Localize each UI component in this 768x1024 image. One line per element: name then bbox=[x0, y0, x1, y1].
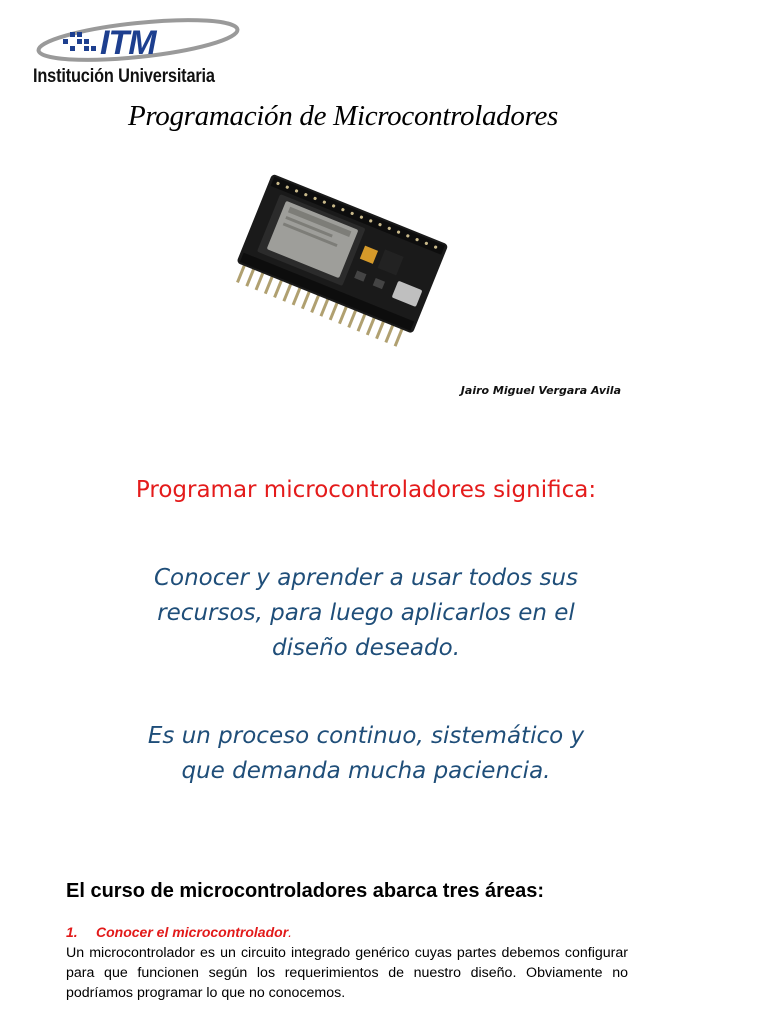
list-item-body: Un microcontrolador es un circuito integrado genérico cuyas partes debemos configurar para que funcionen según los requerimientos de nuestro diseño. Obviamente no podríamos programar lo que no conocemos. bbox=[66, 945, 628, 1001]
author-name: Jairo Miguel Vergara Avila bbox=[460, 384, 621, 397]
meaning-heading: Programar microcontroladores significa: bbox=[135, 477, 597, 503]
course-heading: El curso de microcontroladores abarca tres áreas: bbox=[66, 880, 544, 902]
institution-name: Institución Universitaria bbox=[33, 66, 215, 87]
definition-paragraph bbox=[0, 561, 732, 666]
list-item-title-text: Conocer el microcontrolador bbox=[96, 924, 289, 940]
process-line: Es un proceso continuo, sistemático y bbox=[147, 723, 585, 749]
list-item-title bbox=[66, 924, 292, 940]
list-item-number: 1. bbox=[66, 924, 78, 940]
list-item-title-suffix: . bbox=[288, 924, 293, 940]
document-title: Programación de Microcontroladores bbox=[127, 100, 559, 132]
definition-line: recursos, para luego aplicarlos en el bbox=[157, 600, 575, 626]
process-paragraph bbox=[0, 719, 732, 789]
definition-line: Conocer y aprender a usar todos sus bbox=[153, 565, 579, 591]
process-line: que demanda mucha paciencia. bbox=[181, 758, 551, 784]
logo-mark: ITM bbox=[100, 24, 156, 62]
definition-line: diseño deseado. bbox=[271, 635, 461, 661]
esp32-board-image bbox=[230, 168, 455, 348]
